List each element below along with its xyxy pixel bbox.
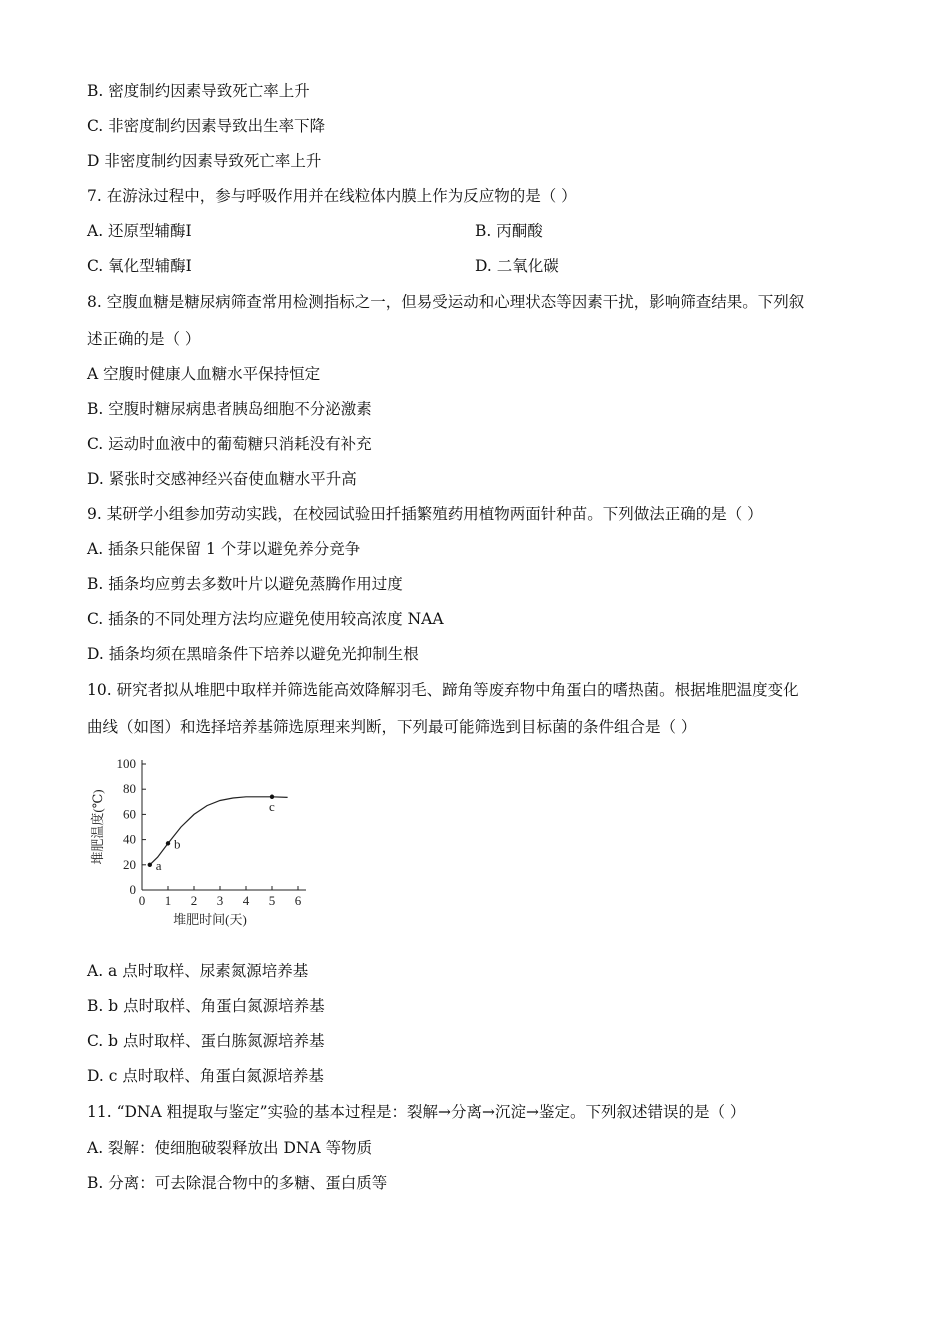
x-tick-label: 4	[242, 893, 250, 908]
y-tick-label: 100	[116, 756, 136, 771]
point-a	[148, 863, 152, 867]
temperature-curve	[150, 797, 288, 865]
compost-temperature-chart	[80, 752, 320, 932]
point-label-a: a	[155, 857, 162, 873]
q10-option-a[interactable]: A. a 点时取样、尿素氮源培养基	[87, 962, 309, 980]
y-tick-label: 0	[129, 882, 136, 897]
question-10-stem: 10. 研究者拟从堆肥中取样并筛选能高效降解羽毛、蹄角等废弃物中角蛋白的嗜热菌。根据堆肥温度变化	[87, 681, 799, 699]
q9-option-c[interactable]: C. 插条的不同处理方法均应避免使用较高浓度 NAA	[87, 610, 444, 628]
q9-option-a[interactable]: A. 插条只能保留 1 个芽以避免养分竞争	[87, 540, 361, 558]
q10-option-b[interactable]: B. b 点时取样、角蛋白氮源培养基	[87, 997, 325, 1015]
x-axis-label: 堆肥时间(天)	[173, 912, 247, 927]
x-tick-label: 3	[216, 893, 224, 908]
x-tick-label: 0	[138, 893, 146, 908]
point-label-b: b	[174, 836, 181, 852]
y-axis-label: 堆肥温度(℃)	[90, 789, 105, 865]
q9-option-d[interactable]: D. 插条均须在黑暗条件下培养以避免光抑制生根	[87, 645, 419, 663]
q8-option-c[interactable]: C. 运动时血液中的葡萄糖只消耗没有补充	[87, 435, 372, 453]
x-tick-label: 2	[190, 893, 198, 908]
x-tick-label: 6	[294, 893, 302, 908]
question-7-stem: 7. 在游泳过程中，参与呼吸作用并在线粒体内膜上作为反应物的是（ ）	[87, 187, 577, 205]
q6-option-d[interactable]: D 非密度制约因素导致死亡率上升	[87, 152, 322, 170]
point-label-c: c	[269, 798, 275, 814]
q11-option-a[interactable]: A. 裂解：使细胞破裂释放出 DNA 等物质	[87, 1139, 373, 1157]
question-8-stem-cont: 述正确的是（ ）	[87, 330, 201, 348]
point-b	[166, 841, 170, 845]
y-tick-label: 80	[123, 781, 136, 797]
q11-option-b[interactable]: B. 分离：可去除混合物中的多糖、蛋白质等	[87, 1174, 388, 1192]
q7-option-a[interactable]: A. 还原型辅酶Ⅰ	[87, 222, 192, 240]
q8-option-b[interactable]: B. 空腹时糖尿病患者胰岛细胞不分泌激素	[87, 400, 372, 418]
q6-option-c[interactable]: C. 非密度制约因素导致出生率下降	[87, 117, 326, 135]
x-tick-label: 1	[164, 893, 172, 908]
x-tick-label: 5	[268, 893, 276, 908]
question-10-stem-cont: 曲线（如图）和选择培养基筛选原理来判断，下列最可能筛选到目标菌的条件组合是（ ）	[87, 718, 697, 736]
q7-option-b[interactable]: B. 丙酮酸	[475, 222, 543, 240]
q10-option-c[interactable]: C. b 点时取样、蛋白胨氮源培养基	[87, 1032, 325, 1050]
y-tick-label: 40	[123, 831, 136, 847]
question-8-stem: 8. 空腹血糖是糖尿病筛查常用检测指标之一，但易受运动和心理状态等因素干扰，影响筛查结果。下列叙	[87, 293, 805, 311]
q10-option-d[interactable]: D. c 点时取样、角蛋白氮源培养基	[87, 1067, 324, 1085]
y-tick-label: 60	[123, 806, 136, 822]
q7-option-d[interactable]: D. 二氧化碳	[475, 257, 559, 275]
q8-option-a[interactable]: A 空腹时健康人血糖水平保持恒定	[87, 365, 321, 383]
q9-option-b[interactable]: B. 插条均应剪去多数叶片以避免蒸腾作用过度	[87, 575, 403, 593]
question-11-stem: 11. “DNA 粗提取与鉴定”实验的基本过程是：裂解→分离→沉淀→鉴定。下列叙述错误的是（ ）	[87, 1103, 746, 1121]
q7-option-c[interactable]: C. 氧化型辅酶Ⅰ	[87, 257, 192, 275]
q8-option-d[interactable]: D. 紧张时交感神经兴奋使血糖水平升高	[87, 470, 357, 488]
y-tick-label: 20	[123, 856, 136, 872]
q6-option-b[interactable]: B. 密度制约因素导致死亡率上升	[87, 82, 310, 100]
question-9-stem: 9. 某研学小组参加劳动实践，在校园试验田扦插繁殖药用植物两面针种苗。下列做法正确的是（ ）	[87, 505, 763, 523]
